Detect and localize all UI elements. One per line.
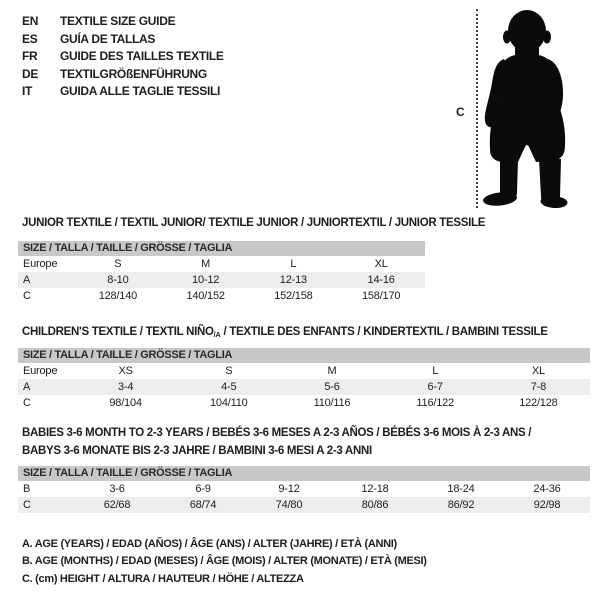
language-title: TEXTILGRÖßENFÜHRUNG bbox=[60, 66, 207, 81]
row-label: B bbox=[23, 483, 31, 495]
junior-size-table bbox=[18, 241, 425, 304]
table-cell: 104/110 bbox=[210, 397, 248, 409]
table-cell: 14-16 bbox=[367, 274, 395, 286]
table-cell: 12-18 bbox=[361, 483, 389, 495]
table-cell: 7-8 bbox=[530, 381, 547, 393]
size-table-header-bar: SIZE / TALLA / TAILLE / GRÖSSE / TAGLIA bbox=[18, 241, 425, 256]
height-measure-dotted-line bbox=[476, 9, 478, 208]
table-cell: 152/158 bbox=[274, 290, 313, 302]
language-row bbox=[22, 83, 224, 101]
row-label: Europe bbox=[23, 365, 58, 377]
table-row bbox=[18, 256, 425, 272]
table-cell: 5-6 bbox=[324, 381, 340, 393]
table-cell: 116/122 bbox=[416, 397, 454, 409]
language-code: ES bbox=[22, 31, 38, 46]
legend-notes bbox=[22, 536, 427, 588]
children-size-table bbox=[18, 348, 590, 411]
language-row bbox=[22, 31, 224, 49]
table-cell: L bbox=[432, 365, 439, 377]
table-row bbox=[18, 481, 590, 497]
babies-size-table bbox=[18, 466, 590, 513]
size-table-header-bar: SIZE / TALLA / TAILLE / GRÖSSE / TAGLIA bbox=[18, 348, 590, 363]
table-row bbox=[18, 288, 425, 304]
language-code: EN bbox=[22, 14, 39, 28]
row-label: C bbox=[23, 290, 31, 302]
table-cell: 12-13 bbox=[279, 274, 307, 286]
table-cell: 8-10 bbox=[107, 274, 129, 286]
table-cell: 3-6 bbox=[109, 483, 125, 495]
language-row bbox=[22, 66, 224, 84]
legend-note: C. (cm) HEIGHT / ALTURA / HAUTEUR / HÖHE / ALTEZZA bbox=[22, 572, 304, 585]
table-cell: 110/116 bbox=[313, 397, 351, 409]
table-cell: 80/86 bbox=[361, 499, 389, 511]
junior-section-heading: JUNIOR TEXTILE / TEXTIL JUNIOR/ TEXTILE JUNIOR / JUNIORTEXTIL / JUNIOR TESSILE bbox=[22, 217, 486, 229]
table-row bbox=[18, 272, 425, 288]
table-cell: 9-12 bbox=[278, 483, 300, 495]
table-cell: 98/104 bbox=[109, 397, 142, 409]
legend-note: A. AGE (YEARS) / EDAD (AÑOS) / ÂGE (ANS) / ALTER (JAHRE) / ETÀ (ANNI) bbox=[22, 538, 397, 550]
heading-text: / TEXTILE DES ENFANTS / KINDERTEXTIL / BAMBINI TESSILE bbox=[220, 326, 548, 338]
table-cell: 158/170 bbox=[361, 290, 401, 302]
table-cell: 4-5 bbox=[221, 381, 237, 393]
row-label: A bbox=[23, 274, 31, 286]
table-cell: 86/92 bbox=[447, 499, 475, 511]
language-title: TEXTILE SIZE GUIDE bbox=[60, 14, 176, 28]
row-label: C bbox=[23, 499, 31, 511]
table-cell: XL bbox=[374, 258, 388, 270]
table-cell: S bbox=[114, 258, 122, 270]
height-measure-label: C bbox=[456, 105, 465, 119]
row-label: A bbox=[23, 381, 31, 393]
table-cell: M bbox=[327, 365, 337, 377]
language-code: IT bbox=[22, 84, 33, 98]
table-row bbox=[18, 497, 590, 513]
children-section-heading bbox=[22, 324, 548, 344]
row-label: C bbox=[23, 397, 31, 409]
table-cell: 24-36 bbox=[533, 483, 561, 495]
table-cell: 122/128 bbox=[519, 397, 558, 409]
table-cell: XS bbox=[118, 365, 133, 377]
table-cell: XL bbox=[531, 365, 545, 377]
heading-text: CHILDREN'S TEXTILE / TEXTIL NIÑO bbox=[22, 326, 214, 338]
table-cell: 6-7 bbox=[427, 381, 443, 393]
language-row bbox=[22, 48, 224, 66]
heading-line: BABIES 3-6 MONTH TO 2-3 YEARS / BEBÉS 3-6 MESES A 2-3 AÑOS / BÉBÉS 3-6 MOIS À 2-3 ANS / bbox=[22, 427, 532, 439]
table-cell: 68/74 bbox=[189, 499, 217, 511]
language-code: DE bbox=[22, 66, 39, 81]
language-title: GUIDE DES TAILLES TEXTILE bbox=[60, 49, 224, 63]
babies-section-heading bbox=[22, 425, 531, 460]
language-title: GUÍA DE TALLAS bbox=[60, 31, 156, 46]
table-cell: L bbox=[290, 258, 297, 270]
toddler-silhouette-icon bbox=[482, 9, 572, 209]
table-cell: 92/98 bbox=[533, 499, 561, 511]
language-list bbox=[22, 13, 224, 101]
language-row bbox=[22, 13, 224, 31]
table-cell: 74/80 bbox=[275, 499, 303, 511]
size-table-header-bar: SIZE / TALLA / TAILLE / GRÖSSE / TAGLIA bbox=[18, 466, 590, 481]
heading-subscript: /A bbox=[213, 330, 221, 339]
table-cell: 18-24 bbox=[447, 483, 475, 495]
table-cell: S bbox=[225, 365, 233, 377]
language-code: FR bbox=[22, 49, 38, 63]
heading-line: BABYS 3-6 MONATE BIS 2-3 JAHRE / BAMBINI 3-6 MESI A 2-3 ANNI bbox=[22, 444, 372, 457]
table-cell: M bbox=[201, 258, 211, 270]
table-cell: 140/152 bbox=[186, 290, 225, 302]
table-row bbox=[18, 379, 590, 395]
language-title: GUIDA ALLE TAGLIE TESSILI bbox=[60, 84, 221, 98]
table-cell: 6-9 bbox=[195, 483, 211, 495]
table-cell: 128/140 bbox=[98, 290, 138, 302]
table-row bbox=[18, 395, 590, 411]
legend-note: B. AGE (MONTHS) / EDAD (MESES) / ÂGE (MOIS) / ALTER (MONATE) / ETÀ (MESI) bbox=[22, 555, 427, 568]
table-cell: 10-12 bbox=[192, 274, 220, 286]
table-cell: 62/68 bbox=[103, 499, 131, 511]
row-label: Europe bbox=[23, 258, 58, 270]
table-cell: 3-4 bbox=[117, 381, 134, 393]
table-row bbox=[18, 363, 590, 379]
